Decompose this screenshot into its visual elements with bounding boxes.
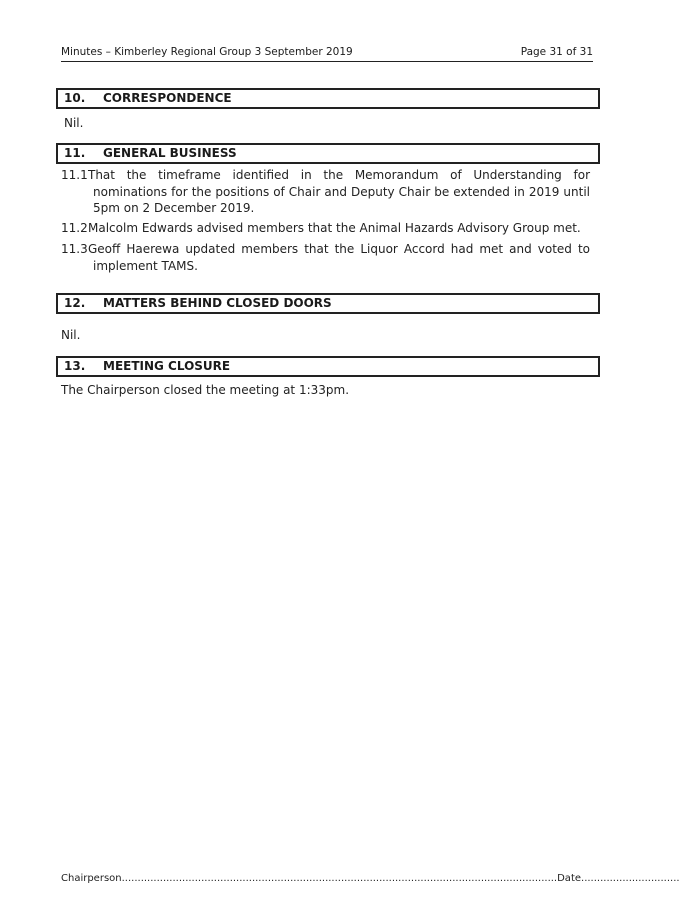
section-heading-correspondence [56, 88, 600, 109]
general-business-item [61, 220, 590, 237]
section-number: 12. [64, 296, 86, 310]
date-dotted-line: ............................... [581, 873, 680, 884]
item-number: 11.3 [61, 242, 88, 256]
section-title: MATTERS BEHIND CLOSED DOORS [103, 296, 332, 310]
section-heading-general-business [56, 143, 600, 164]
item-text: That the timeframe identified in the Memorandum of Understanding for nominations for the positions of Chair and Deputy Chair be extended in 2019 until 5pm on 2 December 2019. [88, 168, 590, 215]
signature-line [61, 873, 680, 885]
date-label: Date [557, 873, 582, 884]
section-title: CORRESPONDENCE [103, 91, 232, 105]
section-title: MEETING CLOSURE [103, 359, 231, 373]
section-heading-meeting-closure [56, 356, 600, 377]
section-number: 10. [64, 91, 86, 105]
section-number: 11. [64, 146, 86, 160]
general-business-item [61, 167, 590, 217]
correspondence-body: Nil. [64, 116, 84, 130]
meeting-closure-body: The Chairperson closed the meeting at 1:33pm. [61, 383, 350, 397]
section-title: GENERAL BUSINESS [103, 146, 237, 160]
item-number: 11.2 [61, 221, 88, 235]
section-number: 13. [64, 359, 86, 373]
chairperson-label: Chairperson [61, 873, 122, 884]
page-header [61, 45, 593, 62]
section-heading-matters-behind-closed-doors [56, 293, 600, 314]
document-title: Minutes – Kimberley Regional Group 3 September 2019 [61, 46, 353, 58]
item-text: Geoff Haerewa updated members that the Liquor Accord had met and voted to implement TAMS. [88, 242, 590, 273]
chairperson-dotted-line: ......................................................................................................................................... [121, 873, 558, 884]
page-number: Page 31 of 31 [520, 46, 593, 58]
closed-doors-body: Nil. [61, 328, 81, 342]
item-number: 11.1 [61, 168, 88, 182]
general-business-item [61, 241, 590, 274]
item-text: Malcolm Edwards advised members that the Animal Hazards Advisory Group met. [88, 221, 581, 235]
